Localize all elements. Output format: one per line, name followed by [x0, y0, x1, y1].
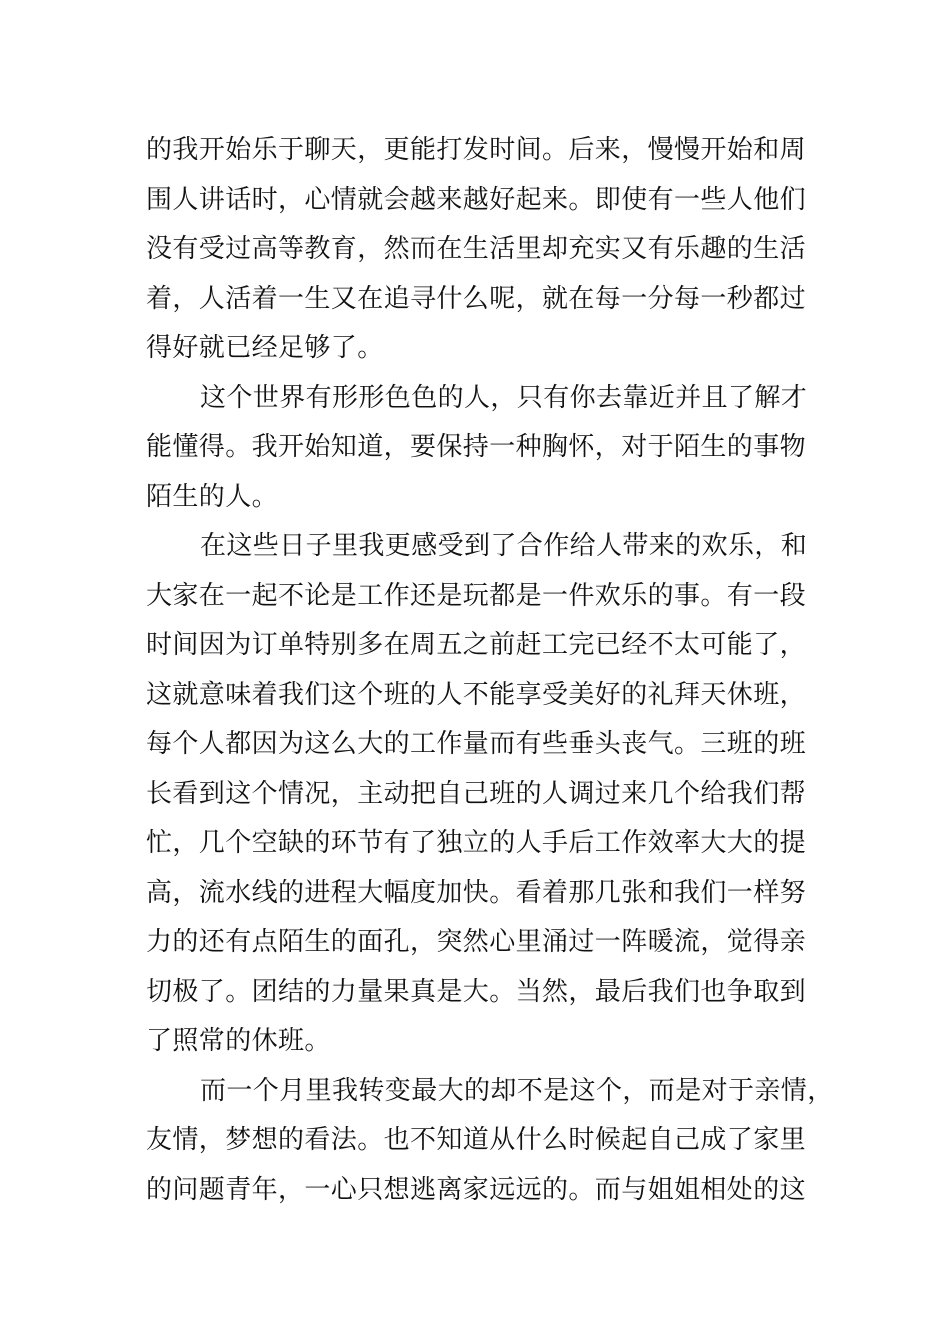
text-line: 围人讲话时，心情就会越来越好起来。即使有一些人他们: [146, 184, 807, 215]
text-line: 而一个月里我转变最大的却不是这个，而是对于亲情，: [200, 1075, 834, 1106]
text-line: 陌生的人。: [146, 481, 279, 512]
text-line: 这就意味着我们这个班的人不能享受美好的礼拜天休班，: [146, 679, 807, 710]
text-line: 着，人活着一生又在追寻什么呢，就在每一分每一秒都过: [146, 283, 807, 314]
text-line: 时间因为订单特别多在周五之前赶工完已经不太可能了，: [146, 630, 807, 660]
paragraph-2: [146, 374, 846, 523]
text-line: 每个人都因为这么大的工作量而有些垂头丧气。三班的班: [146, 729, 807, 759]
text-line: 力的还有点陌生的面孔，突然心里涌过一阵暖流，觉得亲: [146, 927, 807, 957]
paragraph-3: [146, 522, 846, 1067]
text-line: 没有受过高等教育，然而在生活里却充实又有乐趣的生活: [146, 234, 807, 264]
text-line: 忙，几个空缺的环节有了独立的人手后工作效率大大的提: [146, 828, 807, 858]
paragraph-1: [146, 126, 846, 374]
text-line: 大家在一起不论是工作还是玩都是一件欢乐的事。有一段: [146, 580, 807, 611]
text-line: 的我开始乐于聊天，更能打发时间。后来，慢慢开始和周: [146, 135, 807, 165]
paragraph-4: [146, 1067, 846, 1216]
text-line: 了照常的休班。: [146, 1026, 331, 1056]
text-line: 的问题青年，一心只想逃离家远远的。而与姐姐相处的这: [146, 1174, 807, 1205]
text-line: 能懂得。我开始知道，要保持一种胸怀，对于陌生的事物: [146, 432, 807, 462]
text-line: 切极了。团结的力量果真是大。当然，最后我们也争取到: [146, 976, 807, 1007]
text-line: 得好就已经足够了。: [146, 333, 384, 363]
text-line: 在这些日子里我更感受到了合作给人带来的欢乐，和: [200, 531, 808, 561]
text-line: 这个世界有形形色色的人，只有你去靠近并且了解才: [200, 382, 808, 413]
text-line: 友情，梦想的看法。也不知道从什么时候起自己成了家里: [146, 1125, 807, 1155]
text-line: 高，流水线的进程大幅度加快。看着那几张和我们一样努: [146, 877, 807, 908]
text-line: 长看到这个情况，主动把自己班的人调过来几个给我们帮: [146, 778, 807, 809]
body-text: [146, 126, 846, 1215]
